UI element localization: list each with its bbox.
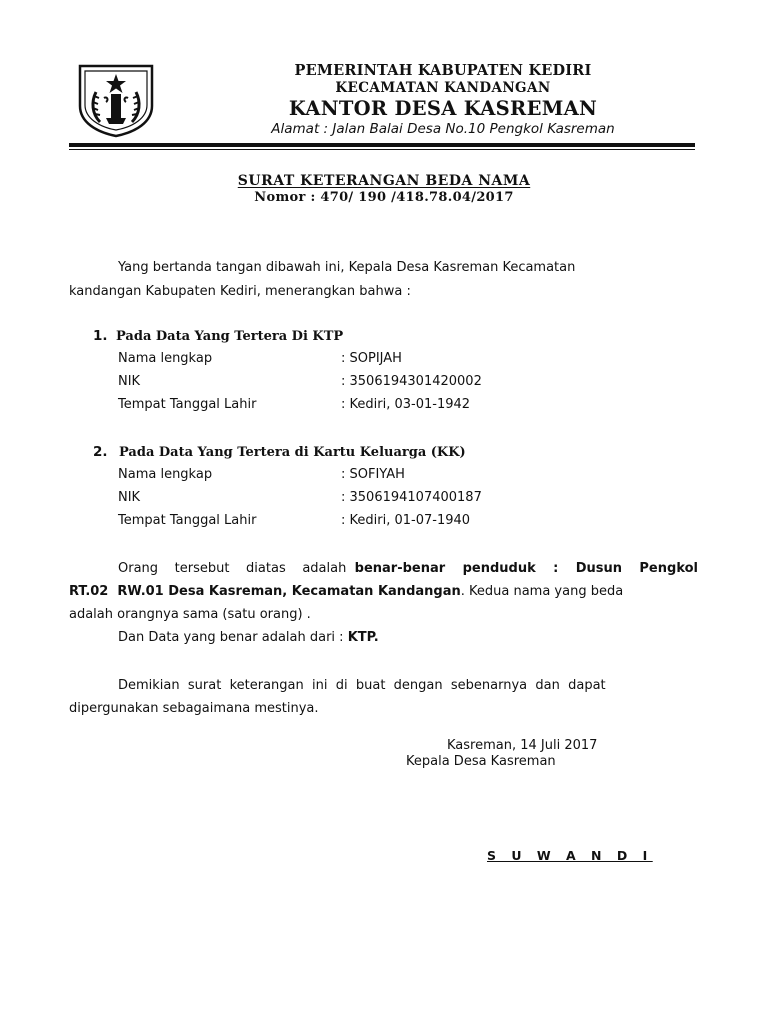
statement-line-2-text: . Kedua nama yang beda xyxy=(460,584,624,599)
statement-line-2-bold: RT.02 RW.01 Desa Kasreman, Kecamatan Kandangan xyxy=(69,584,461,599)
signature-name-text: S U W A N D I xyxy=(487,848,653,863)
section-1-row-label: Tempat Tanggal Lahir xyxy=(118,397,257,412)
section-2-row-label: Tempat Tanggal Lahir xyxy=(118,513,257,528)
section-1-row-label: Nama lengkap xyxy=(118,351,213,366)
document-title-text: SURAT KETERANGAN BEDA NAMA xyxy=(237,173,531,189)
intro-line-1: Yang bertanda tangan dibawah ini, Kepala Desa Kasreman Kecamatan xyxy=(118,260,576,275)
signature-place-date: Kasreman, 14 Juli 2017 xyxy=(447,738,598,753)
section-1-heading: Pada Data Yang Tertera Di KTP xyxy=(116,329,344,344)
letterhead-address: Alamat : Jalan Balai Desa No.10 Pengkol Kasreman xyxy=(271,121,615,137)
letterhead-divider-thick xyxy=(69,143,695,147)
signature-position: Kepala Desa Kasreman xyxy=(406,754,556,769)
letterhead-divider-thin xyxy=(69,149,695,150)
statement-line-4-bold: KTP. xyxy=(347,630,379,645)
intro-line-2: kandangan Kabupaten Kediri, menerangkan bahwa : xyxy=(69,284,411,299)
statement-line-1-text: Orang tersebut diatas adalah xyxy=(118,561,355,576)
statement-line-4-text: Dan Data yang benar adalah dari : xyxy=(118,630,348,645)
section-1-number: 1. xyxy=(93,328,108,344)
section-2-heading: Pada Data Yang Tertera di Kartu Keluarga (KK) xyxy=(119,445,466,460)
section-1-row-value: : 3506194301420002 xyxy=(341,374,482,389)
document-title xyxy=(0,173,768,189)
letterhead-line-1: PEMERINTAH KABUPATEN KEDIRI xyxy=(294,62,592,79)
statement-line-1-bold: benar-benar penduduk : Dusun Pengkol xyxy=(354,561,698,576)
statement-line-3: adalah orangnya sama (satu orang) . xyxy=(69,607,311,622)
signature-name xyxy=(487,848,653,863)
section-2-row-value: : Kediri, 01-07-1940 xyxy=(341,513,471,528)
section-2-number: 2. xyxy=(93,444,108,460)
section-2-row-label: NIK xyxy=(118,490,141,505)
section-2-row-label: Nama lengkap xyxy=(118,467,213,482)
section-1-row-label: NIK xyxy=(118,374,141,389)
statement-line-1 xyxy=(118,558,698,580)
document-number: Nomor : 470/ 190 /418.78.04/2017 xyxy=(254,190,514,205)
section-2-row-value: : SOFIYAH xyxy=(341,467,405,482)
closing-line-2: dipergunakan sebagaimana mestinya. xyxy=(69,701,319,716)
section-1-row-value: : Kediri, 03-01-1942 xyxy=(341,397,471,412)
statement-line-2 xyxy=(69,581,698,603)
letterhead-line-2: KECAMATAN KANDANGAN xyxy=(335,80,551,96)
section-2-row-value: : 3506194107400187 xyxy=(341,490,482,505)
section-1-row-value: : SOPIJAH xyxy=(341,351,402,366)
closing-line-1: Demikian surat keterangan ini di buat dengan sebenarnya dan dapat xyxy=(118,678,606,693)
letterhead-office-name: KANTOR DESA KASREMAN xyxy=(288,97,598,120)
statement-line-4 xyxy=(118,627,379,649)
